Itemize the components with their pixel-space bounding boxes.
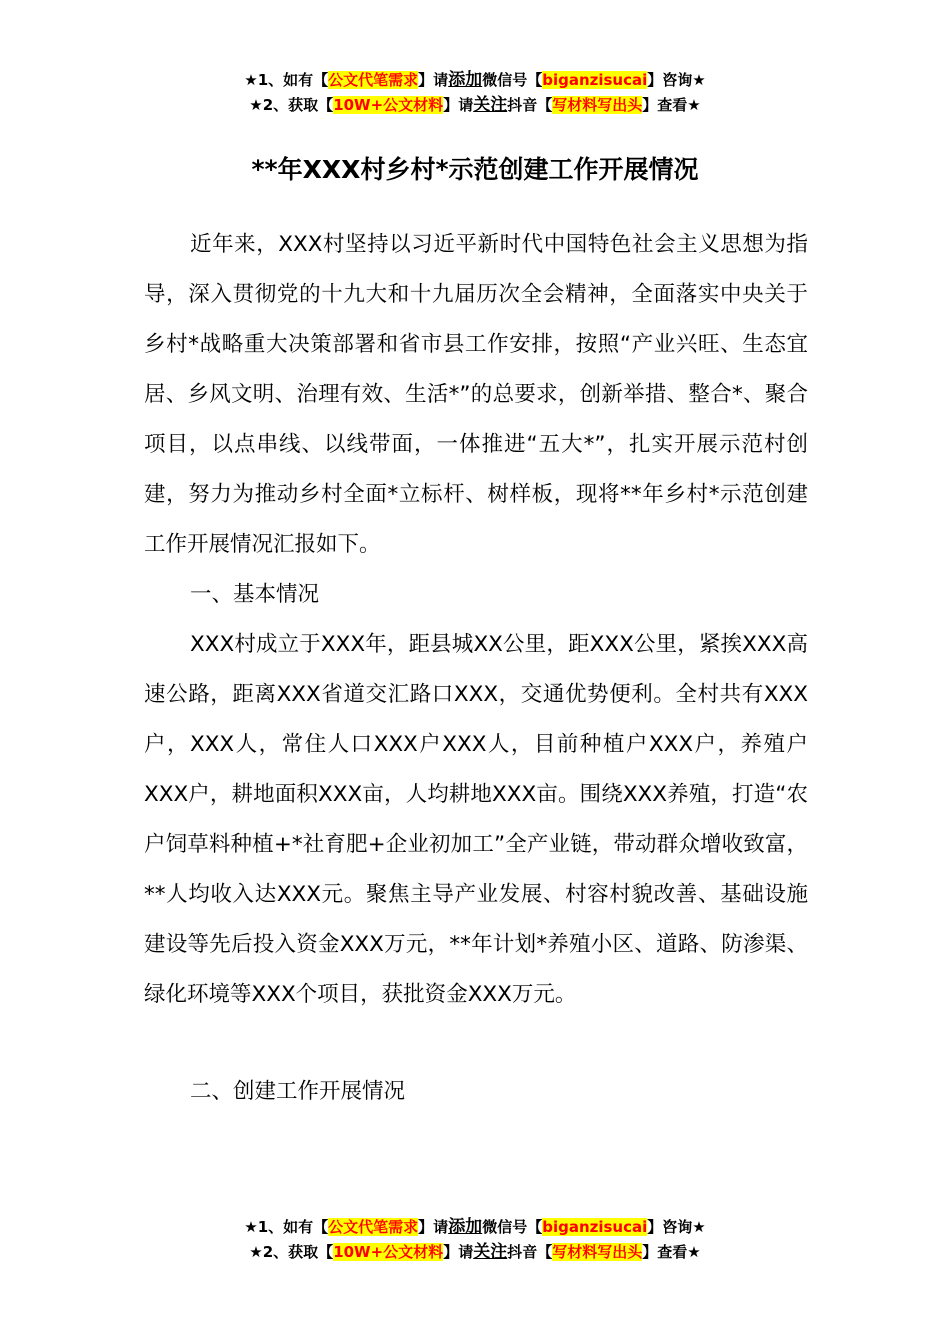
section-1-heading-block: [144, 570, 808, 620]
banner-underline: 关注: [473, 95, 508, 115]
banner-highlight: 10W+公文材料: [333, 1243, 444, 1261]
document-title: **年XXX村乡村*示范创建工作开展情况: [251, 155, 699, 184]
banner-line-2: [0, 93, 950, 118]
section-1-paragraph: XXX村成立于XXX年，距县城XX公里，距XXX公里，紧挨XXX高速公路，距离XXX省道交汇路口XXX，交通优势便利。全村共有XXX户，XXX人，常住人口XXX户XXX人，目前种植户XXX户，养殖户XXX户，耕地面积XXX亩，人均耕地XXX亩。围绕XXX养殖，打造“农户饲草料种植+*社育肥+企业初加工”全产业链，带动群众增收致富，**人均收入达XXX元。聚焦主导产业发展、村容村貌改善、基础设施建设等先后投入资金XXX万元，**年计划*养殖小区、道路、防渗渠、绿化环境等XXX个项目，获批资金XXX万元。: [144, 632, 808, 1007]
banner-highlight: biganzisucai: [542, 71, 648, 89]
banner-text: ★1、如有【: [244, 1218, 329, 1236]
banner-text: 微信号【: [482, 71, 543, 89]
banner-line-2: [0, 1240, 950, 1265]
banner-text: 】请: [418, 71, 449, 89]
section-1-body-block: [144, 620, 808, 1020]
banner-line-1: [0, 68, 950, 93]
banner-text: ★1、如有【: [244, 71, 329, 89]
banner-text: 】咨询★: [647, 71, 706, 89]
footer-banner: [0, 1215, 950, 1265]
section-1-heading: 一、基本情况: [190, 582, 320, 607]
banner-text: 微信号【: [482, 1218, 543, 1236]
banner-text: 】请: [443, 96, 474, 114]
banner-text: 】请: [443, 1243, 474, 1261]
banner-underline: 添加: [448, 70, 483, 90]
banner-text: ★2、获取【: [249, 96, 334, 114]
banner-highlight: 10W+公文材料: [333, 96, 444, 114]
intro-paragraph-block: [144, 220, 808, 570]
banner-underline: 添加: [448, 1217, 483, 1237]
section-2-heading: 二、创建工作开展情况: [190, 1079, 406, 1104]
banner-underline: 关注: [473, 1242, 508, 1262]
banner-highlight: biganzisucai: [542, 1218, 648, 1236]
banner-highlight: 写材料写出头: [552, 1243, 643, 1261]
intro-paragraph: 近年来，XXX村坚持以习近平新时代中国特色社会主义思想为指导，深入贯彻党的十九大和十九届历次全会精神，全面落实中央关于乡村*战略重大决策部署和省市县工作安排，按照“产业兴旺、生态宜居、乡风文明、治理有效、生活*”的总要求，创新举措、整合*、聚合项目，以点串线、以线带面，一体推进“五大*”，扎实开展示范村创建，努力为推动乡村全面*立标杆、树样板，现将**年乡村*示范创建工作开展情况汇报如下。: [144, 232, 808, 557]
banner-text: 】查看★: [642, 1243, 701, 1261]
banner-highlight: 公文代笔需求: [328, 1218, 419, 1236]
banner-highlight: 写材料写出头: [552, 96, 643, 114]
banner-text: 】请: [418, 1218, 449, 1236]
banner-highlight: 公文代笔需求: [328, 71, 419, 89]
banner-text: 】咨询★: [647, 1218, 706, 1236]
banner-text: 抖音【: [507, 1243, 553, 1261]
header-banner: [0, 68, 950, 118]
banner-text: ★2、获取【: [249, 1243, 334, 1261]
banner-line-1: [0, 1215, 950, 1240]
section-2-heading-block: [144, 1067, 808, 1117]
banner-text: 】查看★: [642, 96, 701, 114]
banner-text: 抖音【: [507, 96, 553, 114]
